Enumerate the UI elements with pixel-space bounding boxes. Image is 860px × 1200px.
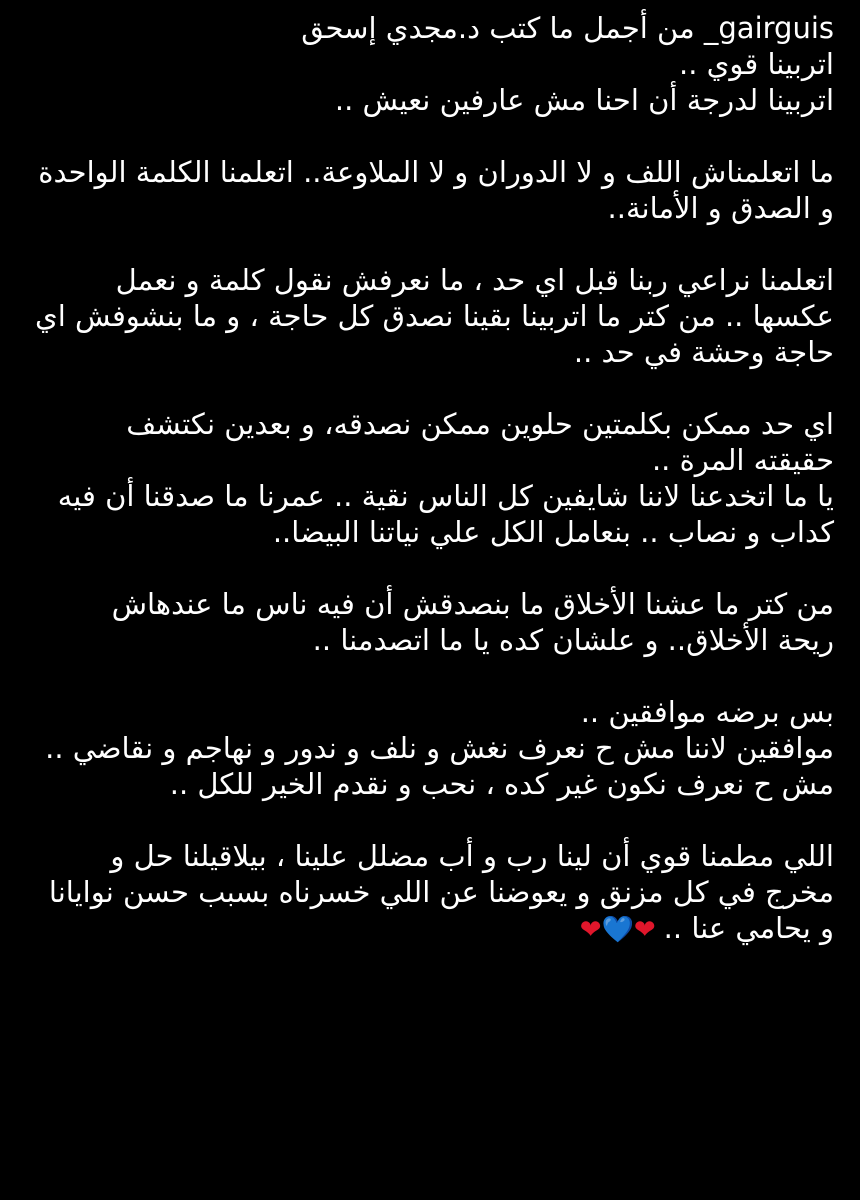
paragraph-gap — [4, 550, 834, 586]
paragraph-gap — [4, 118, 834, 154]
post-line: حقيقته المرة .. — [651, 443, 834, 477]
paragraph-gap — [4, 370, 834, 406]
post-line: و الصدق و الأمانة.. — [607, 191, 834, 225]
post-line: اتربينا قوي .. — [679, 47, 834, 81]
post-line: من كتر ما عشنا الأخلاق ما بنصدقش أن فيه ناس ما عندهاش — [111, 587, 834, 621]
post-line: يا ما اتخدعنا لاننا شايفين كل الناس نقية .. عمرنا ما صدقنا أن فيه — [57, 479, 834, 513]
post-line: كداب و نصاب .. بنعامل الكل علي نياتنا البيضا.. — [272, 515, 834, 549]
post-line: بس برضه موافقين .. — [580, 695, 834, 729]
post-line: حاجة وحشة في حد .. — [573, 335, 834, 369]
post-line: gairguis_ من أجمل ما كتب د.مجدي إسحق — [301, 11, 834, 45]
post-line: مش ح نعرف نكون غير كده ، نحب و نقدم الخير للكل .. — [169, 767, 834, 801]
post-line-final-text: و يحامي عنا .. — [663, 911, 834, 945]
post-line: موافقين لاننا مش ح نعرف نغش و نلف و ندور و نهاجم و نقاضي .. — [45, 731, 834, 765]
post-line: اتربينا لدرجة أن احنا مش عارفين نعيش .. — [334, 83, 834, 117]
post-line: اللي مطمنا قوي أن لينا رب و أب مضلل علينا ، بيلاقيلنا حل و — [110, 839, 834, 873]
red-heart-icon: ❤ — [633, 915, 656, 945]
post-line: عكسها .. من كتر ما اتربينا بقينا نصدق كل حاجة ، و ما بنشوفش اي — [35, 299, 834, 333]
hearts-emoji — [580, 912, 656, 948]
post-line: اي حد ممكن بكلمتين حلوين ممكن نصدقه، و بعدين نكتشف — [126, 407, 834, 441]
post-line: ما اتعلمناش اللف و لا الدوران و لا الملاوعة.. اتعلمنا الكلمة الواحدة — [38, 155, 834, 189]
paragraph-gap — [4, 226, 834, 262]
post-line-final — [4, 910, 834, 948]
paragraph-gap — [4, 658, 834, 694]
blue-heart-icon: 💙 — [601, 915, 634, 945]
post-line: اتعلمنا نراعي ربنا قبل اي حد ، ما نعرفش نقول كلمة و نعمل — [115, 263, 834, 297]
post-line: مخرج في كل مزنق و يعوضنا عن اللي خسرناه بسبب حسن نوايانا — [48, 875, 834, 909]
paragraph-gap — [4, 802, 834, 838]
post-body — [4, 10, 834, 948]
post-line: ريحة الأخلاق.. و علشان كده يا ما اتصدمنا .. — [312, 623, 834, 657]
red-heart-icon: ❤ — [579, 915, 602, 945]
